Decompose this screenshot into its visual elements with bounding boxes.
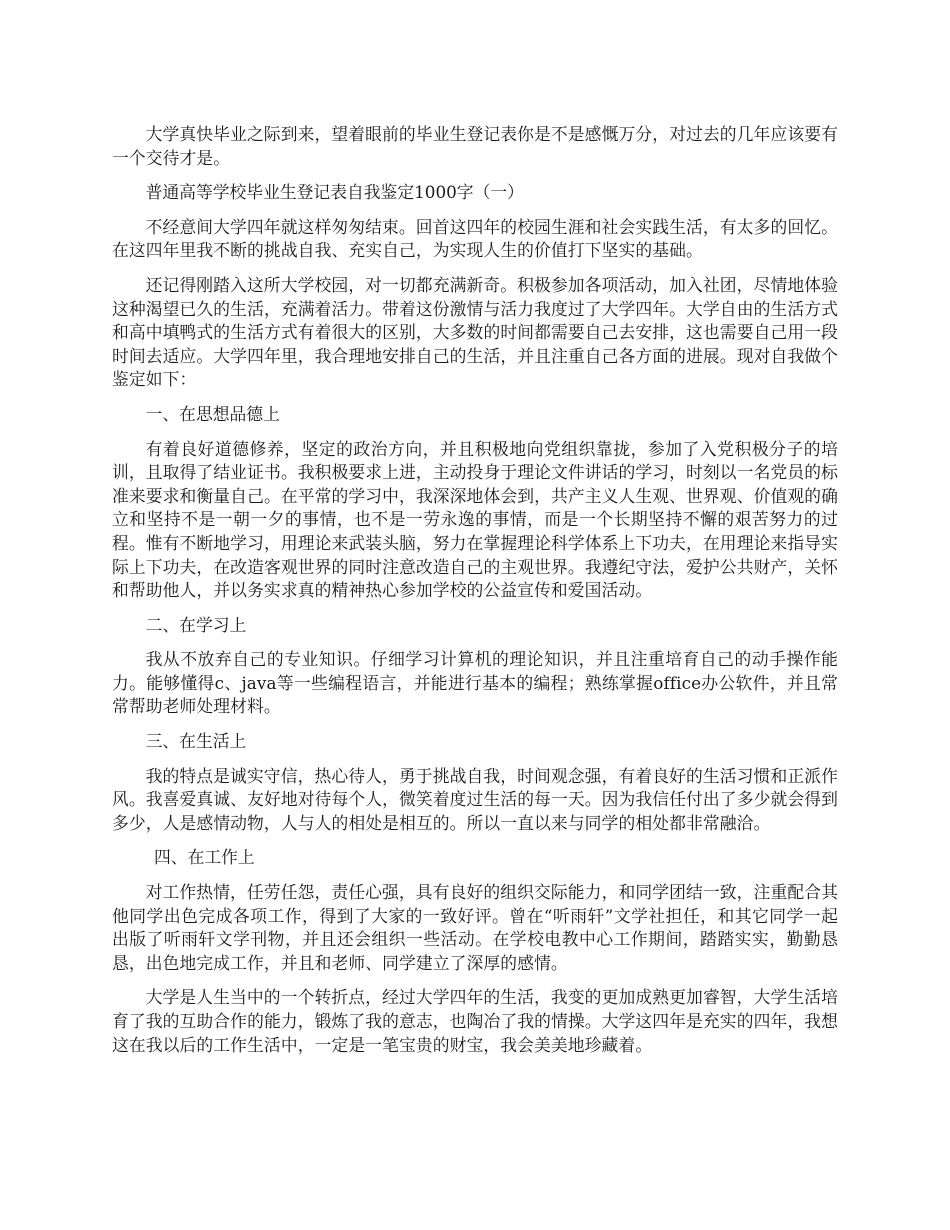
body-paragraph: 还记得刚踏入这所大学校园，对一切都充满新奇。积极参加各项活动，加入社团，尽情地体验这种渴望已久的生活，充满着活力。带着这份激情与活力我度过了大学四年。大学自由的生活方式和高中填鸭式的生活方式有着很大的区别，大多数的时间都需要自己去安排，这也需要自己用一段时间去适应。大学四年里，我合理地安排自己的生活，并且注重自己各方面的进展。现对自我做个鉴定如下： — [112, 274, 838, 390]
body-paragraph: 不经意间大学四年就这样匆匆结束。回首这四年的校园生涯和社会实践生活，有太多的回忆。在这四年里我不断的挑战自我、充实自己，为实现人生的价值打下坚实的基础。 — [112, 216, 838, 261]
body-paragraph: 我从不放弃自己的专业知识。仔细学习计算机的理论知识，并且注重培育自己的动手操作能力。能够懂得c、java等一些编程语言，并能进行基本的编程；熟练掌握office办公软件，并且常常帮助老师处理材料。 — [112, 649, 838, 717]
body-paragraph: 我的特点是诚实守信，热心待人，勇于挑战自我，时间观念强，有着良好的生活习惯和正派作风。我喜爱真诚、友好地对待每个人，微笑着度过生活的每一天。因为我信任付出了多少就会得到多少，人是感情动物，人与人的相处是相互的。所以一直以来与同学的相处都非常融洽。 — [112, 765, 838, 833]
intro-paragraph: 大学真快毕业之际到来，望着眼前的毕业生登记表你是不是感慨万分，对过去的几年应该要有一个交待才是。 — [112, 124, 838, 168]
section-heading-work: 四、在工作上 — [154, 847, 255, 868]
closing-paragraph: 大学是人生当中的一个转折点，经过大学四年的生活，我变的更加成熟更加睿智，大学生活培育了我的互助合作的能力，锻炼了我的意志，也陶冶了我的情操。大学这四年是充实的四年，我想这在我以后的工作生活中，一定是一笔宝贵的财宝，我会美美地珍藏着。 — [112, 987, 838, 1055]
document-title: 普通高等学校毕业生登记表自我鉴定1000字（一） — [145, 182, 524, 203]
body-paragraph: 有着良好道德修养，坚定的政治方向，并且积极地向党组织靠拢，参加了入党积极分子的培训，且取得了结业证书。我积极要求上进，主动投身于理论文件讲话的学习，时刻以一名党员的标准来要求和衡量自己。在平常的学习中，我深深地体会到，共产主义人生观、世界观、价值观的确立和坚持不是一朝一夕的事情，也不是一劳永逸的事情，而是一个长期坚持不懈的艰苦努力的过程。惟有不断地学习，用理论来武装头脑，努力在掌握理论科学体系上下功夫，在用理论来指导实际上下功夫，在改造客观世界的同时注意改造自己的主观世界。我遵纪守法，爱护公共财产，关怀和帮助他人，并以务实求真的精神热心参加学校的公益宣传和爱国活动。 — [112, 438, 838, 601]
section-heading-life: 三、在生活上 — [145, 731, 247, 752]
section-heading-study: 二、在学习上 — [145, 614, 247, 635]
section-heading-moral: 一、在思想品德上 — [145, 403, 280, 424]
body-paragraph: 对工作热情，任劳任怨，责任心强，具有良好的组织交际能力，和同学团结一致，注重配合其他同学出色完成各项工作，得到了大家的一致好评。曾在“听雨轩”文学社担任，和其它同学一起出版了听雨轩文学刊物，并且还会组织一些活动。在学校电教中心工作期间，踏踏实实，勤勤恳恳，出色地完成工作，并且和老师、同学建立了深厚的感情。 — [112, 882, 838, 973]
